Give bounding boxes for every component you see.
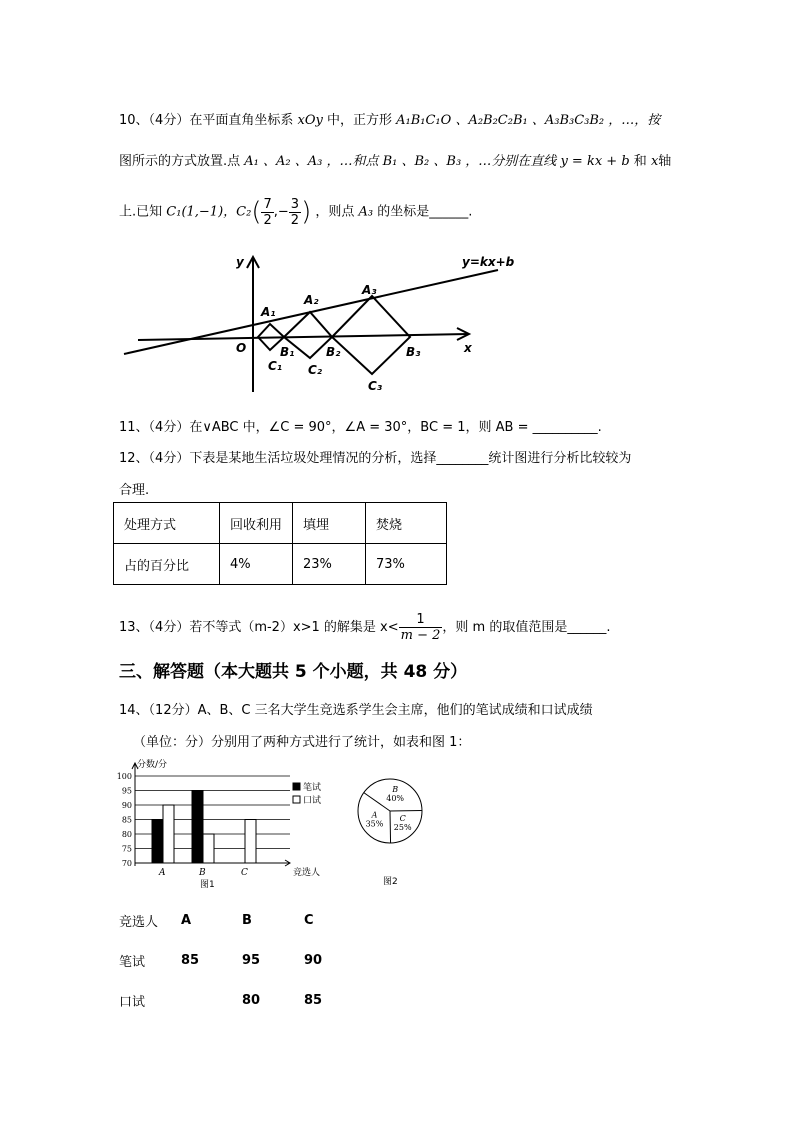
label-C3: C₃ xyxy=(368,379,383,393)
y-tick-label: 75 xyxy=(121,844,132,854)
q10-squares: A₁B₁C₁O 、A₂B₂C₂B₁ 、A₃B₃C₃B₂ ，…，按 xyxy=(396,113,661,128)
q13-text-a: 13、（4分）若不等式（m-2）x>1 的解集是 x< xyxy=(119,620,399,635)
q10-line1 xyxy=(119,109,660,128)
q10-xoy: xOy xyxy=(297,113,323,128)
table-cell: 回收利用 xyxy=(220,503,293,544)
q10-x: x xyxy=(650,154,659,169)
q10-c2-label: ，C₂ xyxy=(223,204,252,220)
table-cell: 占的百分比 xyxy=(114,544,220,585)
q11-text: 11、（4分）在∨ABC 中，∠C = 90°，∠A = 30°，BC = 1，则 AB = __________. xyxy=(119,420,602,435)
label-B3: B₃ xyxy=(406,345,421,359)
q13-text-b: ，则 m 的取值范围是______. xyxy=(442,620,611,635)
y-axis-title: 分数/分 xyxy=(137,760,168,770)
q10-text: 在平面直角坐标系 xyxy=(189,113,294,128)
q10-number: 10、（4分） xyxy=(119,113,190,128)
q10-line3: 上.已知 C₁(1,−1)，C₂( $\frac{7}{2}$ ,− $\frac{3}{2}$ ) ，则点 A₃ 的坐标是______. xyxy=(119,196,473,228)
table-row xyxy=(114,544,447,585)
table-row xyxy=(119,910,344,930)
table-cell: 笔试 xyxy=(119,954,146,970)
q10-text: 轴 xyxy=(658,154,672,169)
waste-table xyxy=(113,502,447,585)
table-cell: 85 xyxy=(181,952,200,968)
label-A2: A₂ xyxy=(304,293,319,307)
table-cell: 竞选人 xyxy=(119,914,159,930)
table-cell: 填埋 xyxy=(293,503,366,544)
y-tick-label: 70 xyxy=(121,859,132,868)
x-tick-label: B xyxy=(199,868,206,878)
y-axis-label: y xyxy=(236,255,244,269)
table-cell: 口试 xyxy=(119,994,146,1010)
bar-口试-B xyxy=(203,834,214,863)
q10-blank: 的坐标是______. xyxy=(377,204,473,220)
label-B1: B₁ xyxy=(280,345,295,359)
pie-boundary-C xyxy=(390,810,422,811)
pie-slice-label-C: C xyxy=(399,814,406,824)
label-A1: A₁ xyxy=(261,305,276,319)
label-C2: C₂ xyxy=(308,363,323,377)
q10-text: 上.已知 xyxy=(119,204,163,220)
chart-title: 图2 xyxy=(383,877,398,886)
q10-text: 和 xyxy=(633,154,647,169)
q10-c1: C₁(1,−1) xyxy=(166,204,224,220)
q14-line2: （单位：分）分别用了两种方式进行了统计，如表和图 1： xyxy=(133,735,471,750)
bar-口试-C xyxy=(245,820,256,864)
pie-slice-label-B: B xyxy=(392,785,399,795)
label-C1: C₁ xyxy=(268,359,283,373)
pie-slice-percent-B: 40% xyxy=(386,794,405,804)
bar-笔试-B xyxy=(192,791,203,864)
table-cell: A xyxy=(181,912,192,928)
chart-title: 图1 xyxy=(200,880,215,890)
q10-text: ，则点 xyxy=(315,204,355,220)
x-tick-label: A xyxy=(159,868,166,878)
table-row xyxy=(119,950,344,970)
x-tick-label: C xyxy=(241,868,248,878)
table-cell: 23% xyxy=(293,544,366,585)
pie-slice-percent-C: 25% xyxy=(393,823,412,833)
table-cell: 85 xyxy=(304,992,323,1008)
table-cell: B xyxy=(242,912,252,928)
y-tick-label: 95 xyxy=(121,786,132,796)
q10-line-equation: y = kx + b xyxy=(560,154,630,169)
q14-line1: 14、（12分）A、B、C 三名大学生竞选系学生会主席，他们的笔试成绩和口试成绩 xyxy=(119,703,593,718)
q10-figure xyxy=(118,248,528,398)
q12-line1: 12、（4分）下表是某地生活垃圾处理情况的分析，选择________统计图进行分析比较较为 xyxy=(119,451,632,466)
q10-points: A₁ 、A₂ 、A₃ ，…和点 B₁ 、B₂ 、B₃ ，…分别在直线 xyxy=(244,154,557,169)
bar-口试-A xyxy=(163,805,174,863)
q10-text: 中，正方形 xyxy=(326,113,392,128)
x-axis-title: 竞选人 xyxy=(293,868,321,878)
y-tick-label: 85 xyxy=(121,815,132,825)
y-tick-label: 90 xyxy=(121,801,132,810)
pie-boundary-A xyxy=(390,811,391,843)
bar-chart xyxy=(115,758,330,893)
legend-swatch-口试 xyxy=(293,796,300,803)
section-title: 三、解答题（本大题共 5 个小题，共 48 分） xyxy=(119,662,468,682)
pie-slice-percent-A: 35% xyxy=(365,819,384,829)
table-cell: 95 xyxy=(242,952,261,968)
table-cell: 73% xyxy=(366,544,447,585)
q12-line2: 合理. xyxy=(119,483,150,498)
label-B2: B₂ xyxy=(326,345,341,359)
table-row xyxy=(114,503,447,544)
q10-line2 xyxy=(119,150,671,169)
q10-c2-frac1: $\frac{7}{2}$ xyxy=(263,196,272,228)
y-tick-label: 80 xyxy=(121,830,132,839)
label-origin: O xyxy=(236,341,247,355)
q10-c2-frac2: $\frac{3}{2}$ xyxy=(290,196,300,228)
bar-笔试-A xyxy=(152,820,163,864)
table-cell: C xyxy=(304,912,314,928)
table-cell: 4% xyxy=(220,544,293,585)
line-label: y=kx+b xyxy=(462,255,515,269)
x-axis-label: x xyxy=(464,341,472,355)
legend-swatch-笔试 xyxy=(293,783,300,790)
label-A3: A₃ xyxy=(362,283,377,297)
y-tick-label: 100 xyxy=(116,772,132,781)
table-cell: 焚烧 xyxy=(366,503,447,544)
table-cell xyxy=(181,990,242,1010)
table-row xyxy=(119,990,344,1010)
legend-label: 口试 xyxy=(303,796,322,806)
q13-text xyxy=(119,608,610,648)
pie-chart xyxy=(355,776,425,886)
table-cell: 80 xyxy=(242,992,261,1008)
table-cell: 处理方式 xyxy=(114,503,220,544)
legend-label: 笔试 xyxy=(303,783,322,793)
q10-text: 图所示的方式放置.点 xyxy=(119,154,241,169)
q10-a3: A₃ xyxy=(358,204,374,220)
q13-fraction: $\frac{1}{m - 2}$ xyxy=(400,612,441,643)
pie-slice-label-A: A xyxy=(371,810,378,820)
table-cell: 90 xyxy=(304,952,323,968)
scores-table xyxy=(119,910,344,1010)
